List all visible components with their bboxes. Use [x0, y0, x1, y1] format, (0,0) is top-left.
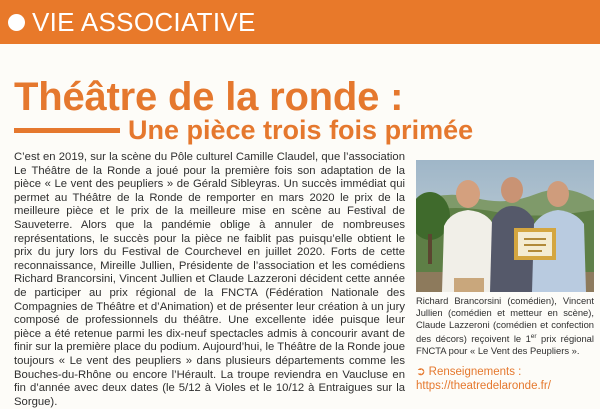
award-photo-illustration: [416, 160, 594, 292]
section-header: [0, 0, 600, 44]
article-title: Théâtre de la ronde :: [14, 75, 404, 119]
bullet-dot-icon: [8, 14, 25, 31]
article-body: C’est en 2019, sur la scène du Pôle culturel Camille Claudel, que l’association Le Théâtre de la Ronde a joué pour la première fois son adaptation de la pièce « Le vent des peupliers » de Gérald Sibleyras. Un succès immédiat qui permet au Théâtre de la Ronde de remporter en mars 2020 le prix de la meilleure pièce et le prix de la meilleure mise en scène au Festival de Sauveterre. Alors que la pandémie oblige à annuler de nombreuses représentations, le succès pour la pièce ne faiblit pas puisqu’elle obtient le prix du jury lors du Festival de Courchevel en juillet 2020. Forts de cette reconnaissance, Mireille Jullien, Présidente de l’association et les comédiens Richard Brancorsini, Vincent Jullien et Claude Lazzeroni décident cette année de participer au prix régional de la FNCTA (Fédération Nationale des Compagnies de Théâtre et d’Animation) et de présenter leur création à un jury composé de professionnels du théâtre. Une excellente idée puisque leur pièce a été retenue parmi les dix-neuf spectacles admis à concourir avant de finir sur la première place du podium. Aujourd’hui, le Théâtre de la Ronde joue toujours « Le vent des peupliers » dans plusieurs départements comme les Bouches-du-Rhône ou encore l’Hérault. La troupe reviendra en Vaucluse en fin d’année avec deux dates (le 5/12 à Violes et le 10/12 à Entraigues sur la Sorgue).: [14, 151, 405, 408]
title-rule: [14, 128, 120, 133]
arrow-icon: ➲: [416, 366, 426, 378]
caption-text-end: prix régional FNCTA pour « Le Vent des Peupliers ».: [416, 333, 594, 357]
caption-superscript: er: [530, 333, 537, 340]
article-subtitle: Une pièce trois fois primée: [128, 115, 474, 145]
info-label: Renseignements :: [428, 366, 522, 378]
info-block: [416, 365, 598, 393]
photo-caption: [416, 295, 594, 357]
section-label: VIE ASSOCIATIVE: [32, 7, 256, 37]
website-link[interactable]: https://theatredelaronde.fr/: [416, 380, 551, 392]
award-photo: [416, 160, 594, 292]
caption-text: Richard Brancorsini (comédien), Vincent Jullien (comédien et metteur en scène), Claude Lazzeroni (comédien et confection des décors) reçoivent le 1: [416, 295, 594, 345]
